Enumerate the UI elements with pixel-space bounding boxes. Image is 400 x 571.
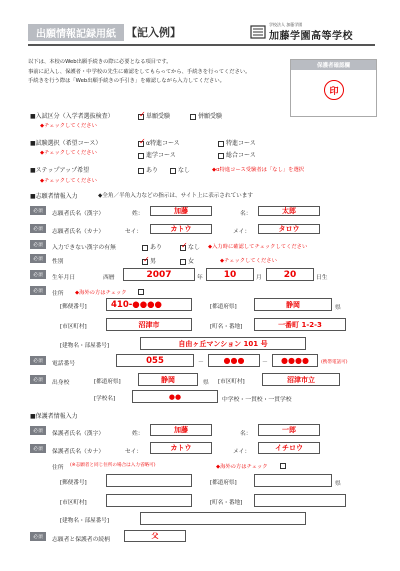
guardian-address-label: 住所 xyxy=(52,465,64,471)
guardian-city-label: [市区町村] xyxy=(60,500,87,506)
header-divider xyxy=(28,44,375,46)
guardian-mei-label: 名： xyxy=(240,431,252,437)
course-label: ■試験選択（希望コース） xyxy=(30,140,102,147)
birth-month-field[interactable]: 10 xyxy=(206,268,254,281)
mei-kana-label: メイ： xyxy=(233,229,251,235)
stepup-yes-checkbox[interactable] xyxy=(138,168,144,174)
required-badge: 必須 xyxy=(30,426,46,435)
phone-field-3[interactable]: ●●●● xyxy=(272,354,318,367)
school-city-field[interactable]: 沼津市立 xyxy=(262,373,340,386)
course-note: ◆チェックしてください xyxy=(40,150,97,156)
overseas-checkbox[interactable] xyxy=(138,288,146,295)
required-badge: 必須 xyxy=(30,375,46,384)
ext-char-option-yes[interactable]: あり xyxy=(142,242,162,251)
guardian-pref-label: [都道府県] xyxy=(210,480,237,486)
phone-dash: － xyxy=(198,360,204,366)
guardian-building-field[interactable] xyxy=(140,512,306,525)
stepup-alpha-note: ◆α特進コース受験者は「なし」を選択 xyxy=(212,167,305,173)
required-badge: 必須 xyxy=(30,444,46,453)
sei-kana-label: セイ： xyxy=(125,229,143,235)
school-name-label: [学校名] xyxy=(94,396,116,402)
guardian-mei-kana-field[interactable]: イチロウ xyxy=(258,442,320,454)
guardian-section-label: ■保護者情報入力 xyxy=(30,413,78,420)
required-badge: 必須 xyxy=(30,206,46,215)
example-label: 【記入例】 xyxy=(126,26,181,39)
guardian-mei-field[interactable]: 一郎 xyxy=(258,424,320,436)
guardian-mei-kana-label: メイ： xyxy=(233,449,251,455)
phone-note: (携帯電話可) xyxy=(321,360,348,365)
stepup-no-checkbox[interactable] xyxy=(170,168,176,174)
year-unit: 年 xyxy=(197,275,203,281)
gender-female-checkbox[interactable] xyxy=(180,259,186,265)
intro-line-1: 以下は、本校のWeb出願手続きの際に必要となる項目です。 xyxy=(28,59,172,65)
day-unit: 日生 xyxy=(316,275,328,281)
birth-year-field[interactable]: 2007 xyxy=(123,268,195,281)
phone-label: 電話番号 xyxy=(52,361,76,367)
school-label: 出身校 xyxy=(52,380,70,386)
guardian-sei-field[interactable]: 加藤 xyxy=(150,424,212,436)
street-field[interactable]: 一番町 1-2-3 xyxy=(254,318,346,331)
exam-single-checkbox[interactable] xyxy=(138,109,146,120)
guardian-street-label: [町名・番地] xyxy=(210,500,243,506)
guardian-postal-field[interactable] xyxy=(106,474,192,487)
building-label: [建物名・部屋番号] xyxy=(60,343,110,349)
pref-label: [都道府県] xyxy=(210,304,237,310)
building-field[interactable]: 自由ヶ丘マンション 101 号 xyxy=(140,337,306,350)
school-city-label: [市区町村] xyxy=(218,379,245,385)
stepup-option-yes[interactable]: あり xyxy=(138,165,158,174)
guardian-name-kanji-label: 保護者氏名（漢字） xyxy=(52,431,105,437)
guardian-building-label: [建物名・部屋番号] xyxy=(60,518,110,524)
phone-dash: － xyxy=(262,360,268,366)
exam-combined-checkbox[interactable] xyxy=(190,114,196,120)
required-badge: 必須 xyxy=(30,254,46,263)
school-type-label: 中学校・一貫校・一貫学校 xyxy=(222,397,292,403)
guardian-postal-label: [郵便番号] xyxy=(60,480,87,486)
exam-note: ◆チェックしてください xyxy=(40,123,97,129)
gender-label: 性別 xyxy=(52,259,64,265)
address-label: 住所 xyxy=(52,291,64,297)
check-mark-icon: ✓ xyxy=(139,109,146,119)
required-badge: 必須 xyxy=(30,224,46,233)
street-label: [町名・番地] xyxy=(210,324,243,330)
school-name-field[interactable]: ●● xyxy=(132,390,218,403)
check-mark-icon: ✓ xyxy=(139,136,146,146)
course-shingaku-checkbox[interactable] xyxy=(138,153,144,159)
intro-line-2: 事前に記入し、保護者・中学校の先生に確認をしてもらってから、手続きを行ってください。 xyxy=(28,68,251,75)
required-badge: 必須 xyxy=(30,270,46,279)
guardian-sei-kana-label: セイ： xyxy=(125,449,143,455)
guardian-confirm-box xyxy=(290,59,377,117)
ext-char-note: ◆入力時に確認してチェックしてください xyxy=(208,244,308,250)
applicant-sei-kana-field[interactable]: カトウ xyxy=(150,224,212,234)
required-badge: 必須 xyxy=(30,356,46,365)
school-name: 加藤学園高等学校 xyxy=(269,31,353,42)
birth-day-field[interactable]: 20 xyxy=(266,268,314,281)
applicant-section-note: ◆全角／半角入力などの指示は、サイト上に表示されています xyxy=(98,193,253,199)
school-corp-label: 学校法人 加藤学園 xyxy=(269,22,303,27)
course-option-tokushin[interactable]: 特進コース xyxy=(218,138,256,147)
applicant-name-kana-label: 志願者氏名（カナ） xyxy=(52,229,105,235)
school-pref-label: [都道府県] xyxy=(94,379,121,385)
applicant-mei-kana-field[interactable]: タロウ xyxy=(258,224,320,234)
guardian-same-note: (※志願者と同じ住所の場合は入力省略可) xyxy=(70,463,156,468)
stepup-check-note: ◆チェックしてください xyxy=(40,178,97,184)
relation-field[interactable]: 父 xyxy=(124,530,186,542)
required-badge: 必須 xyxy=(30,240,46,249)
applicant-section-label: ■志願者情報入力 xyxy=(30,193,78,200)
school-pref-field[interactable]: 静岡 xyxy=(138,373,198,386)
ext-char-label: 入力できない漢字の有無 xyxy=(52,245,116,251)
birth-label: 生年月日 xyxy=(52,275,76,281)
phone-field-2[interactable]: ●●● xyxy=(208,354,260,367)
form-title: 出願情報記録用紙 xyxy=(28,24,124,41)
postal-field[interactable]: 410-●●●● xyxy=(106,298,192,311)
required-badge: 必須 xyxy=(30,286,46,295)
guardian-confirm-label: 保護者確認欄 xyxy=(291,60,376,70)
city-field[interactable]: 沼津市 xyxy=(106,318,192,331)
sei-label: 姓： xyxy=(132,211,144,217)
check-mark-icon: ✓ xyxy=(181,240,188,250)
phone-field-1[interactable]: 055 xyxy=(116,354,194,367)
gender-option-male[interactable]: ✓ 男 xyxy=(143,254,157,265)
applicant-sei-field[interactable]: 加藤 xyxy=(150,206,212,216)
applicant-name-kanji-label: 志願者氏名（漢字） xyxy=(52,211,105,217)
school-logo xyxy=(250,22,353,42)
guardian-name-kana-label: 保護者氏名（カナ） xyxy=(52,449,105,455)
guardian-sei-label: 姓： xyxy=(132,431,144,437)
pref-field[interactable]: 静岡 xyxy=(254,298,332,311)
guardian-pref-field[interactable] xyxy=(254,474,332,487)
mei-label: 名： xyxy=(240,211,252,217)
check-mark-icon: ✓ xyxy=(143,254,150,264)
guardian-overseas-checkbox[interactable] xyxy=(280,462,288,469)
guardian-street-field[interactable] xyxy=(254,494,346,507)
era-label: 西暦 xyxy=(103,275,115,281)
guardian-pref-unit: 県 xyxy=(335,481,341,487)
course-alpha-checkbox[interactable] xyxy=(138,136,146,147)
intro-line-3: 手続きを行う際は「Web出願手続きの手引き」を確認しながら入力してください。 xyxy=(28,78,225,84)
overseas-note: ◆海外の方はチェック xyxy=(75,290,127,296)
course-option-alpha[interactable]: ✓ α特進コース xyxy=(139,136,180,147)
required-badge: 必須 xyxy=(30,532,46,541)
ext-char-yes-checkbox[interactable] xyxy=(142,245,148,251)
gender-option-female[interactable]: 女 xyxy=(180,256,194,265)
guardian-city-field[interactable] xyxy=(106,494,192,507)
gender-male-checkbox[interactable] xyxy=(142,254,150,265)
course-sougou-checkbox[interactable] xyxy=(218,153,224,159)
school-emblem-icon xyxy=(250,24,266,40)
guardian-overseas-note: ◆海外の方はチェック xyxy=(216,464,268,470)
month-unit: 月 xyxy=(256,275,262,281)
ext-char-option-no[interactable]: ✓ なし xyxy=(181,240,201,251)
course-tokushin-checkbox[interactable] xyxy=(218,141,224,147)
pref-unit: 県 xyxy=(335,305,341,311)
exam-option-single[interactable]: ✓ 単願受験 xyxy=(139,109,171,120)
gender-note: ◆チェックしてください xyxy=(220,258,277,264)
intro-text xyxy=(28,58,283,87)
guardian-sei-kana-field[interactable]: カトウ xyxy=(150,442,212,454)
seal-mark: 印 xyxy=(324,80,344,100)
course-option-sougou[interactable]: 総合コース xyxy=(218,150,256,159)
exam-type-label: ■入試区分（入学者選抜検査） xyxy=(30,113,114,120)
postal-label: [郵便番号] xyxy=(60,304,87,310)
school-pref-unit: 県 xyxy=(203,380,209,386)
stepup-option-no[interactable]: なし xyxy=(170,165,190,174)
ext-char-no-checkbox[interactable] xyxy=(180,240,188,251)
applicant-mei-field[interactable]: 太郎 xyxy=(258,206,320,216)
relation-label: 志願者と保護者の続柄 xyxy=(52,537,110,543)
exam-option-combined[interactable]: 併願受験 xyxy=(190,111,222,120)
city-label: [市区町村] xyxy=(60,324,87,330)
course-option-shingaku[interactable]: 進学コース xyxy=(138,150,176,159)
stepup-label: ■ステップアップ希望 xyxy=(30,167,90,174)
